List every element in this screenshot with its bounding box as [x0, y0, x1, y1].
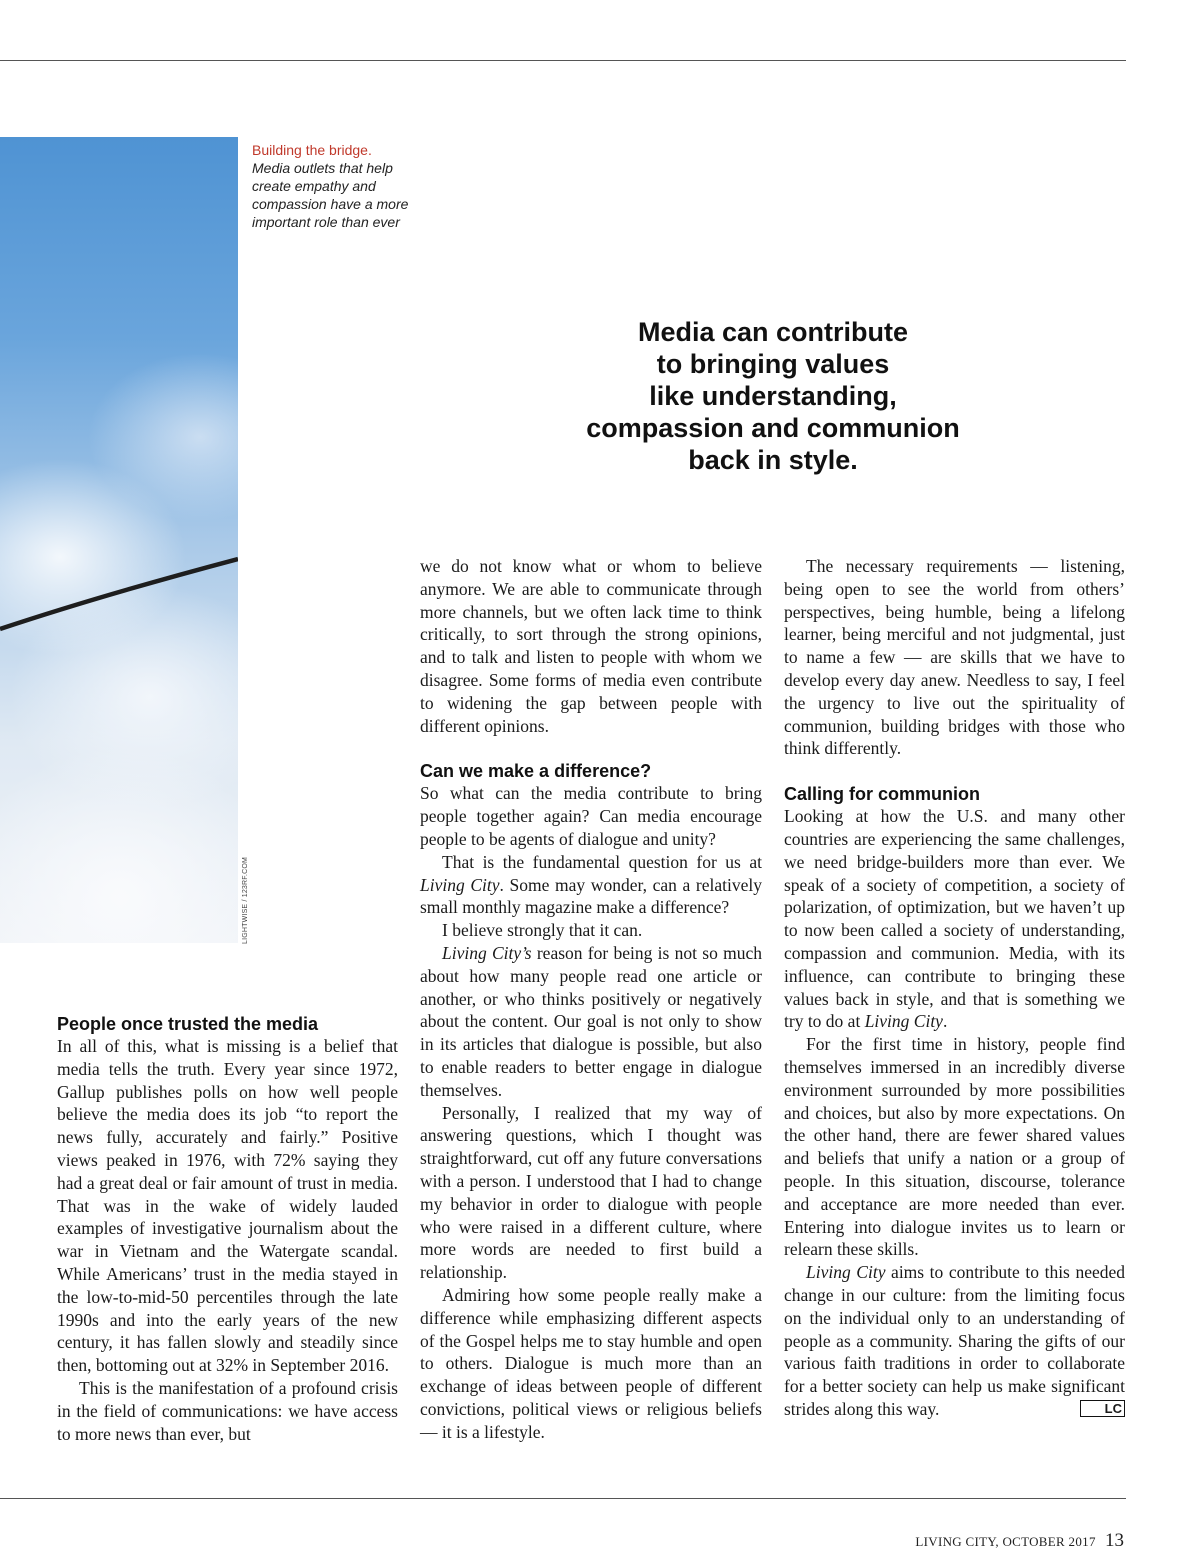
- paragraph: Living City aims to contribute to this needed change in our culture: from the limiting focus on the individual only to an understanding of people as a community. Sharing the gifts of our various faith traditions in order to collaborate for a better society can help us make significant strides along this way. LC: [784, 1262, 1125, 1419]
- paragraph: Living City’s reason for being is not so much about how many people read one article or another, or who thinks positively or negatively about the content. Our goal is not only to show in its articles that dialogue is possible, but also to enable readers to better engage in dialogue themselves.: [420, 942, 762, 1100]
- section-heading-difference: Can we make a difference?: [420, 761, 652, 782]
- pull-quote: [552, 316, 994, 476]
- paragraph: In all of this, what is missing is a belief that media tells the truth. Every year since 1972, Gallup publishes polls on how well people believe the media does its job “to report the news fully, accurately and fairly.” Positive views peaked in 1976, with 72% saying they had a great deal or fair amount of trust in media. That was in the wake of widely lauded examples of investigative journalism about the war in Vietnam and the Watergate scandal. While Americans’ trust in the media stayed in the low-to-mid-50 percentiles through the late 1990s and into the early years of the new century, it has fallen slowly and steadily since then, bottoming out at 32% in September 2016.: [57, 1036, 398, 1376]
- publication-name: LIVING CITY, OCTOBER 2017: [915, 1534, 1096, 1549]
- pull-quote-line: like understanding,: [649, 381, 897, 411]
- paragraph: For the first time in history, people find themselves immersed in an incredibly diverse environment surrounded by more possibilities and choices, but also by more expectations. On the other hand, there are fewer shared values and beliefs that unify a nation or a group of people. In this situation, discourse, tolerance and acceptance are more needed than ever. Entering into dialogue invites us to learn or relearn these skills.: [784, 1034, 1125, 1260]
- column-3: [784, 555, 1125, 1421]
- caption-headline: Building the bridge.: [252, 142, 372, 158]
- paragraph: we do not know what or whom to believe anymore. We are able to communicate through more channels, but we often lack time to think critically, to sort through the strong opinions, and to talk and listen to people with whom we disagree. Some forms of media even contribute to widening the gap between people with different opinions.: [420, 556, 762, 736]
- paragraph: So what can the media contribute to bring people together again? Can media encourage people to be agents of dialogue and unity?: [420, 783, 762, 849]
- paragraph: This is the manifestation of a profound crisis in the field of communications: we have access to more news than ever, but: [57, 1377, 398, 1444]
- photo-credit: LIGHTWISE / 123RF.COM: [242, 856, 249, 944]
- paragraph: I believe strongly that it can.: [442, 920, 643, 941]
- page-footer: [915, 1530, 1124, 1552]
- top-rule: [0, 60, 1126, 61]
- column-2: [420, 555, 762, 1443]
- sky-photo: [0, 137, 238, 943]
- pull-quote-line: Media can contribute: [637, 317, 909, 347]
- photo-caption: [252, 141, 422, 231]
- page-number: 13: [1105, 1530, 1124, 1551]
- caption-body: Media outlets that help create empathy and compassion have a more important role than ever: [252, 160, 409, 230]
- paragraph: That is the fundamental question for us at Living City. Some may wonder, can a relatively small monthly magazine make a difference?: [420, 851, 763, 918]
- pull-quote-line: back in style.: [688, 445, 858, 475]
- bottom-rule: [0, 1498, 1126, 1499]
- section-heading-trusted: People once trusted the media: [57, 1014, 319, 1034]
- paragraph: Looking at how the U.S. and many other countries are experiencing the same challenges, we need bridge-builders more than ever. We speak of a society of competition, a society of polarization, of optimization, but we haven’t up to now been called a society of understanding, compassion and communion. Media, with its influence, can contribute to bringing these values back in style, and that is something we try to do at Living City.: [784, 806, 1125, 1032]
- section-heading-communion: Calling for communion: [784, 784, 980, 805]
- paragraph: Personally, I realized that my way of answering questions, which I thought was straightforward, cut off any future conversations with a person. I understood that I had to change my behavior in order to dialogue with people who were raised in a different culture, where more words are needed to first build a relationship.: [420, 1102, 762, 1283]
- column-1: [57, 1013, 398, 1445]
- pull-quote-line: compassion and communion: [586, 413, 960, 443]
- end-mark-logo: LC: [1080, 1400, 1125, 1417]
- paragraph: Admiring how some people really make a difference while emphasizing different aspects of the Gospel helps me to stay humble and open to others. Dialogue is much more than an exchange of ideas between people of different convictions, political views or religious beliefs — it is a lifestyle.: [420, 1284, 762, 1442]
- pull-quote-line: to bringing values: [656, 349, 890, 379]
- paragraph: The necessary requirements — listening, being open to see the world from others’ perspectives, being humble, being a lifelong learner, being merciful and not judgmental, just to name a few — are skills that we have to develop every day anew. Needless to say, I feel the urgency to live out the spirituality of communion, building bridges with those who think differently.: [784, 556, 1125, 759]
